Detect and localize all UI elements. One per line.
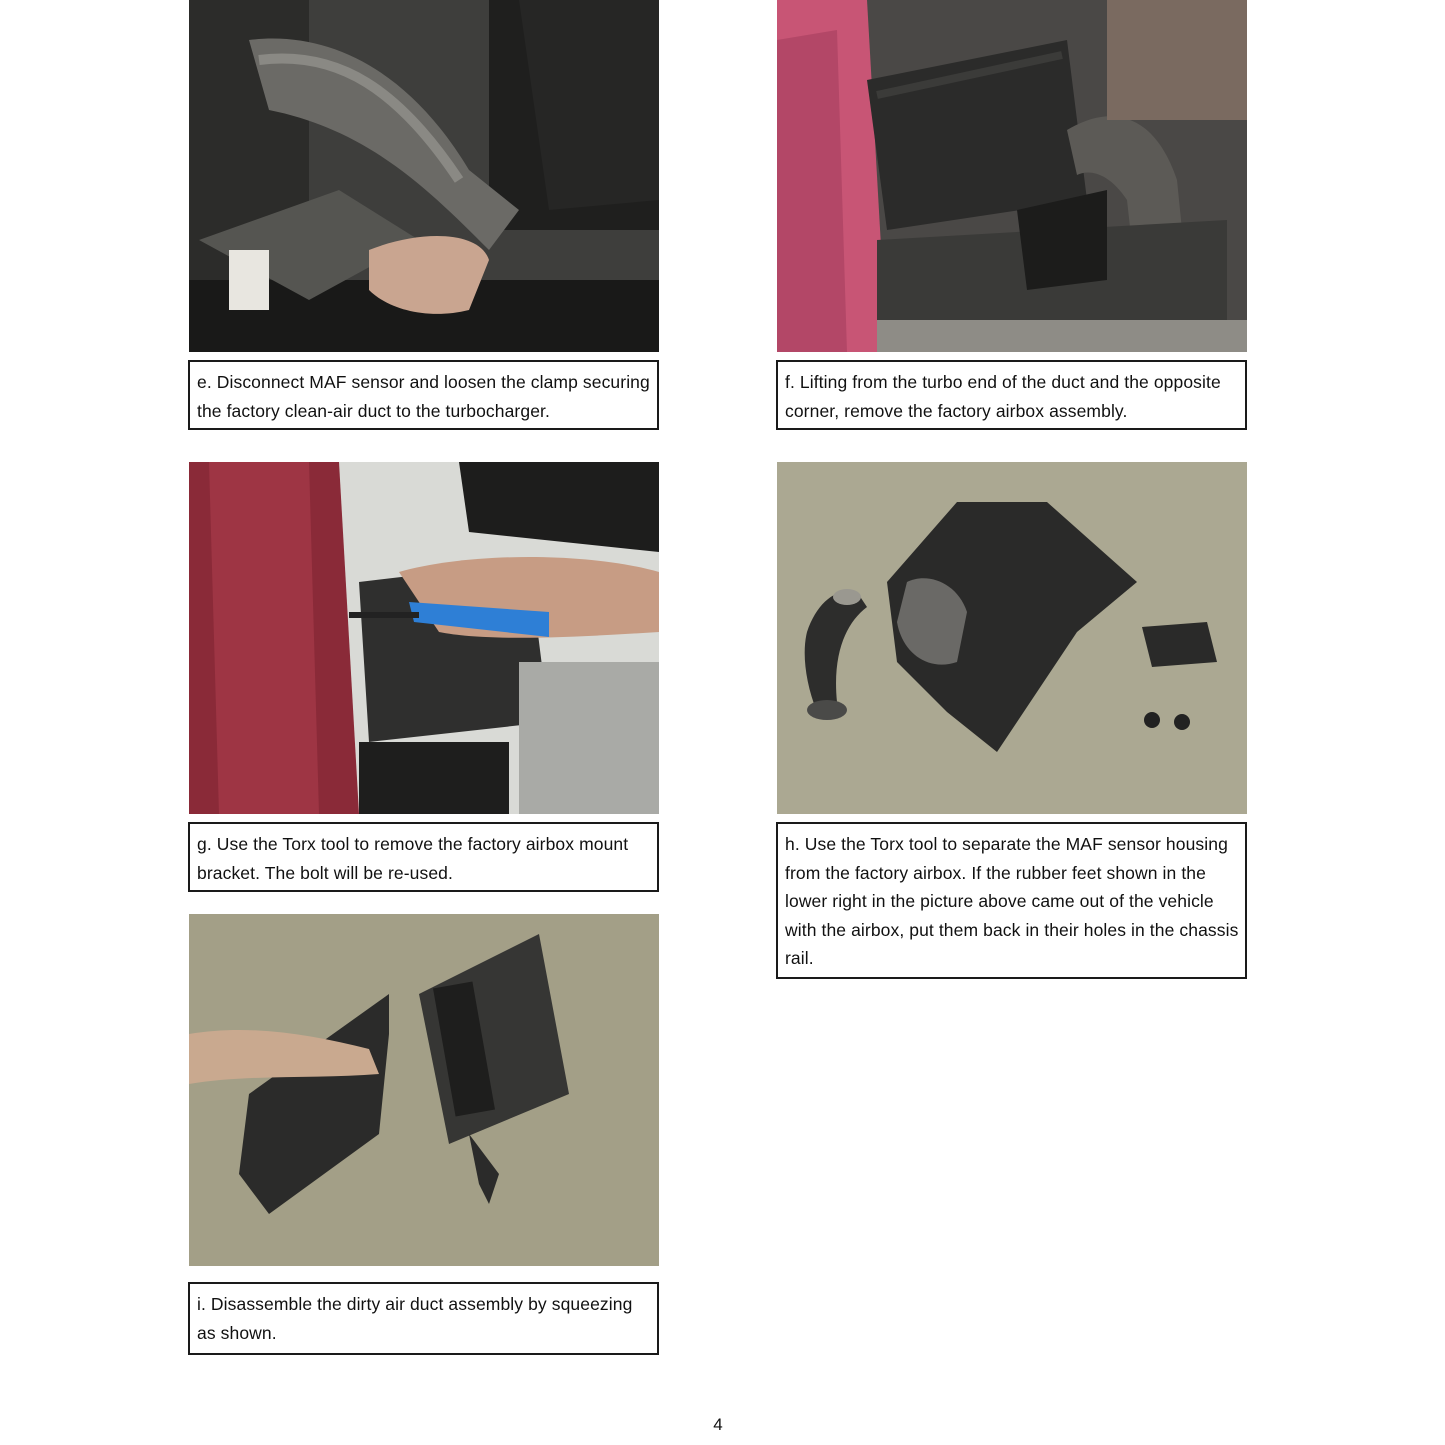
photo-step-g xyxy=(189,462,659,814)
photo-step-h xyxy=(777,462,1247,814)
caption-step-h: h. Use the Torx tool to separate the MAF sensor housing from the factory airbox. If the rubber feet shown in the lower right in the picture above came out of the vehicle with the airbox, put them back in their holes in the chassis rail. xyxy=(776,822,1247,979)
page-number: 4 xyxy=(713,1415,723,1434)
caption-step-g: g. Use the Torx tool to remove the factory airbox mount bracket. The bolt will be re-used. xyxy=(188,822,659,892)
photo-step-i xyxy=(189,914,659,1266)
caption-step-i: i. Disassemble the dirty air duct assembly by squeezing as shown. xyxy=(188,1282,659,1355)
photo-step-e xyxy=(189,0,659,352)
photo-step-f xyxy=(777,0,1247,352)
caption-step-e: e. Disconnect MAF sensor and loosen the clamp securing the factory clean-air duct to the turbocharger. xyxy=(188,360,659,430)
caption-step-f: f. Lifting from the turbo end of the duct and the opposite corner, remove the factory airbox assembly. xyxy=(776,360,1247,430)
